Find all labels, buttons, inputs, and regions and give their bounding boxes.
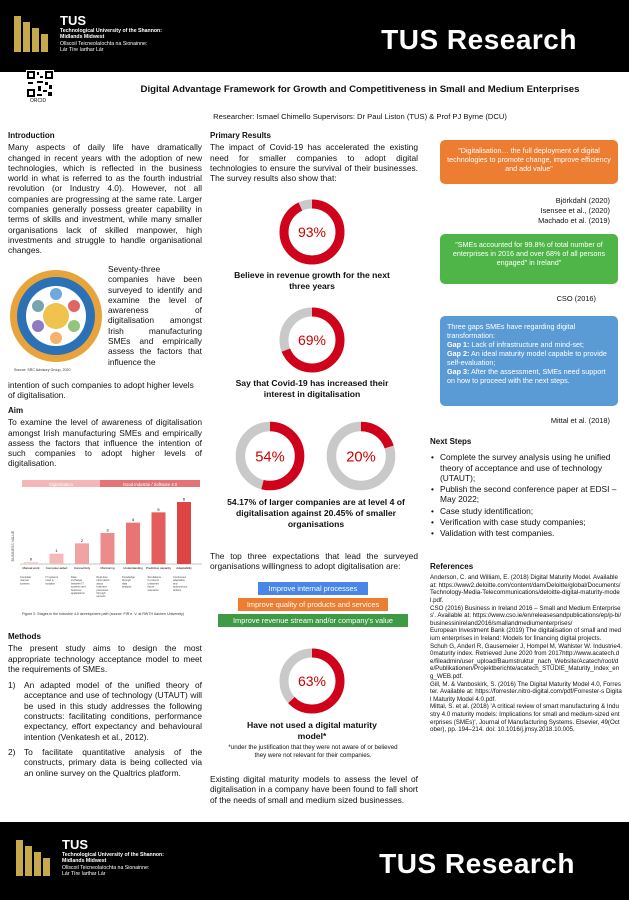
methods-section	[8, 632, 202, 778]
footer-logo-line-3: Ollscoil Teicneolaíochta na Sionainne:	[62, 864, 150, 871]
gap-2-text: An ideal maturity model capable to provide self-evaluation;	[447, 349, 607, 367]
expectations-text: The top three expectations that lead the surveyed organisations willingness to adopt digitalisation are:	[210, 551, 418, 572]
stage-description: Simulations to prevent unwanted future scenarios	[147, 576, 161, 592]
stage-category-label: Predictive capacity	[145, 566, 172, 570]
reference-5: Gill, M. & Vanboskirk, S. (2016) The Digital Maturity Model 4.0, Forrester. Available at: https://forrester.nitro-digital.com/pdf/Forrester-s Digital Maturity Model 4.0.pdf.	[430, 680, 622, 703]
chart-caption: Figure 2: Stages in the Industrie 4.0 development path (source: FIR e. V. at RWTH Aachen University)	[22, 612, 184, 616]
footer-logo-line-2: Midlands Midwest	[62, 858, 107, 865]
stage-description: Real-time information about business processes through sensors	[96, 576, 110, 599]
stage-description: Knowledge through data analysis	[122, 576, 135, 589]
stage-bar	[24, 562, 38, 564]
gap-1-text: Lack of infrastructure and mind-set;	[469, 340, 585, 349]
next-steps-section	[430, 437, 622, 540]
donut-chart-93	[276, 196, 348, 268]
footnote: *under the justification that they were not aware of or believed they were not relevant for their companies.	[228, 744, 398, 759]
footer-logo-line-1: Technological University of the Shannon:	[62, 852, 164, 858]
stage-bar	[50, 554, 64, 564]
next-step-1: • Complete the survey analysis using he unified theory of acceptance and use of technology (UTAUT);	[430, 452, 622, 483]
reference-4: Schuh G, Anderl R, Gausemeier J, Hompel M, Wahlster W. Industrie4.0maturity index. Retrieved June 2020 from 2017http://www.acatech.de/fileadmin/user_upload/Baumstruktur_nach_Website/Acatech/root/de/Publikationen/Projektberichte/acatech_STUDIE_Maturity_Index_eng_WEB.pdf.	[430, 642, 622, 681]
stage-category-label: Connectivity	[73, 566, 91, 570]
stage-description: Complete manual systems	[20, 576, 32, 586]
donut-chart-20	[323, 418, 399, 494]
footer-title: TUS Research	[379, 848, 575, 879]
next-step-3: • Case study identification;	[430, 506, 622, 516]
stage-bar	[75, 543, 89, 564]
stage-category-label: Adaptability	[176, 566, 192, 570]
donut-93-label: Believe in revenue growth for the next three years	[234, 270, 390, 291]
stage-value-label: 4	[131, 517, 135, 523]
citation-1b: Isensee et al., (2020)	[540, 206, 610, 215]
header-title: TUS Research	[381, 24, 577, 55]
connected-factory-wheel-icon	[8, 268, 104, 364]
donut-percent-text: 54%	[255, 449, 285, 466]
donut-percent-text: 20%	[346, 449, 376, 466]
stage-bar	[152, 512, 166, 564]
footer-logo-line-4: Lár Tíre Iarthar Lár	[62, 871, 106, 878]
results-intro-text: The impact of Covid-19 has accelerated the existing need for smaller companies to adopt digital technologies to ensure the survival of their businesses. The survey results also show that:	[210, 142, 418, 184]
donut-percent-text: 69%	[297, 332, 327, 348]
chart-ylabel: BUSINESS VALUE	[11, 530, 15, 562]
qr-code-icon[interactable]	[26, 70, 54, 98]
stage-value-label: 6	[182, 496, 186, 502]
aim-heading: Aim	[8, 406, 24, 415]
stage-value-label: 5	[157, 506, 160, 512]
introduction-heading: Introduction	[8, 131, 55, 140]
stage-bar	[101, 533, 115, 564]
stage-category-label: Computer-aided	[45, 566, 68, 570]
stage-bar	[126, 523, 140, 564]
poster-footer	[0, 822, 629, 900]
stage-description: IT systems used in isolation	[45, 576, 58, 586]
methods-heading: Methods	[8, 632, 41, 641]
stage-value-label: 1	[55, 548, 58, 554]
references-heading: References	[430, 562, 474, 571]
logo-line-1: Technological University of the Shannon:	[60, 28, 162, 34]
methods-item-1-num: 1)	[8, 680, 16, 691]
stage-value-label: 2	[80, 537, 84, 543]
methods-item-2	[8, 747, 202, 778]
wheel-caption: Source: SRC Advisory Group, 2020	[14, 368, 71, 372]
logo-tus-text: TUS	[60, 13, 86, 28]
stage-category-label: Manual work	[22, 566, 40, 570]
industry-stages-chart	[8, 476, 204, 606]
expectation-3: Improve revenue stream and/or company's value	[218, 614, 408, 627]
logo-line-2: Midlands Midwest	[60, 34, 105, 41]
logo-line-3: Ollscoil Teicneolaíochta na Sionainne:	[60, 40, 148, 47]
methods-item-1-text: An adapted model of the unified theory of acceptance and use of technology (UTAUT) will be used in this study addresses the following constructs: facilitating conditions, performance expectancy, effort expectancy and behavioural intention (Venkatesh et al., 2012).	[24, 680, 202, 742]
next-steps-heading: Next Steps	[430, 437, 472, 446]
methods-item-1	[8, 680, 202, 742]
references-section	[430, 562, 622, 734]
intro-paragraph-2: Seventy-three companies have been surveyed to identify and examine the level of awareness of digitalisation amongst Irish manufacturing SMEs and empirically assess the factors that influence the	[108, 264, 202, 367]
band-right-label: Good Industrie / Software 4.0	[122, 482, 178, 487]
donut-chart-63	[276, 645, 348, 717]
gap-1-label: Gap 1:	[447, 340, 470, 349]
researcher-line: Researcher: Ismael Chimello Supervisors: Dr Paul Liston (TUS) & Prof PJ Byrne (DCU)	[213, 112, 507, 121]
stage-category-label: Monitoring	[100, 566, 115, 570]
reference-1: Anderson, C. and William, E. (2018) Digital Maturity Model. Available at: https://www2.deloitte.com/content/dam/Deloitte/global/Documents/Technology-Media-Telecommunications/deloitte-digital-maturity-model.pdf.	[430, 574, 621, 605]
footer-tus-logo-mark-icon	[14, 838, 54, 878]
reference-3: European Investment Bank (2019) The digitalisation of small and medium enterprises in Ireland: Models for financing digital projects.	[430, 627, 622, 643]
stage-bar	[177, 502, 191, 564]
poster-title: Digital Advantage Framework for Growth and Competitiveness in Small and Medium Enterprises	[140, 84, 580, 95]
gap-3-label: Gap 3:	[447, 367, 470, 376]
stage-description: Data exchange between IT systems and business applications	[71, 576, 86, 595]
gap-1	[447, 340, 611, 349]
next-step-4: • Verification with case study companies;	[430, 517, 622, 527]
gaps-title: Three gaps SMEs have regarding digital transformation:	[447, 322, 576, 340]
donut-percent-text: 63%	[297, 673, 327, 689]
donut-69-label: Say that Covid-19 has increased their interest in digitalisation	[235, 378, 389, 399]
quote-bubble-smes: "SMEs accounted for 99.8% of total number of enterprises in 2016 and over 68% of all persons engaged" in Ireland"	[440, 234, 618, 284]
reference-6: Mittal, S. et al. (2018) 'A critical review of smart manufacturing & Industry 4.0 maturity models: Implications for small and medium-sized enterprises (SMEs)', Journal of Manufacturing Systems. Elsevier, 49(October), pp. 194–214. doi: 10.1016/j.jmsy.2018.10.005.	[430, 703, 620, 734]
gap-2-label: Gap 2:	[447, 349, 470, 358]
expectation-1: Improve internal processes	[258, 582, 368, 595]
citation-1c: Machado et al. (2019)	[538, 216, 610, 225]
gaps-bubble	[440, 316, 618, 406]
donut-54-20-label: 54.17% of larger companies are at level 4 of digitalisation against 20.45% of smaller organisations	[227, 497, 405, 529]
methods-paragraph: The present study aims to design the most appropriate technology acceptance model to meet the requirements of SMEs.	[8, 643, 202, 674]
results-intro	[210, 131, 418, 183]
next-step-2: • Publish the second conference paper at EDSI – May 2022;	[430, 484, 622, 505]
intro-paragraph-3: intention of such companies to adopt higher levels of digitalisation.	[8, 380, 194, 401]
donut-chart-54	[232, 418, 308, 494]
gap-3-text: After the assessment, SMEs need support on how to proceed with the next steps.	[447, 367, 606, 385]
aim-section	[8, 406, 202, 469]
citation-2: CSO (2016)	[556, 294, 596, 303]
aim-text: To examine the level of awareness of digitalisation amongst Irish manufacturing SMEs and empirically assess the factors that influence the intention of such companies to adopt higher levels of digitalisation.	[8, 417, 202, 469]
citation-1a: Björkdahl (2020)	[555, 196, 610, 205]
stage-value-label: 3	[106, 527, 109, 533]
next-step-5: • Validation with test companies.	[430, 528, 622, 538]
left-column	[8, 131, 202, 256]
donut-chart-69	[276, 304, 348, 376]
gap-2	[447, 349, 611, 367]
stage-category-label: Understanding	[123, 566, 143, 570]
orcid-label: ORCID	[30, 98, 47, 104]
intro-paragraph-1: Many aspects of daily life have dramatically changed in recent years with the adoption of new technologies, which is reflected in the business world in what is referred to as the fourth industrial revolution (or Industry 4.0). However, not all companies are progressing at the same rate. Larger companies generally possess greater capability in terms of skills and investment, while many smaller organisations lack of skilled manpower, high investments and struggle to handle organisational changes.	[8, 142, 202, 256]
donut-percent-text: 93%	[297, 224, 327, 240]
stage-description: Continuous adaptation and autonomous actions	[173, 576, 188, 592]
methods-item-2-num: 2)	[8, 746, 16, 757]
expectation-2: Improve quality of products and services	[238, 598, 388, 611]
donut-63-label: Have not used a digital maturity model*	[247, 720, 377, 741]
results-closing: Existing digital maturity models to assess the level of digitalisation in a company have been found to fall short of the needs of small and medium sized businesses.	[210, 774, 418, 805]
band-left-label: Digitalization	[49, 482, 73, 487]
methods-item-2-text: To facilitate quantitative analysis of the constructs, primary data is being collected via an online survey on the Qualtrics platform.	[24, 746, 202, 778]
reference-2: CSO (2016) Business in Ireland 2016 – Small and Medium Enterprises'. Available at: https://www.cso.ie/en/releasesandpublications/ep/p-bi/businessinireland2016/smallandmediumenterprises/	[430, 604, 622, 627]
gap-3	[447, 367, 611, 385]
tus-logo-mark-icon	[12, 14, 52, 54]
citation-3: Mittal et al. (2018)	[550, 416, 610, 425]
results-heading: Primary Results	[210, 131, 271, 140]
stage-value-label: 0	[29, 556, 33, 562]
logo-line-4: Lár Tíre Iarthar Lár	[60, 47, 104, 54]
footer-logo-tus-text: TUS	[62, 837, 88, 852]
quote-bubble-digitalisation: "Digitalisation… the full deployment of digital technologies to promote change, improve efficiency and add value"	[440, 140, 618, 184]
